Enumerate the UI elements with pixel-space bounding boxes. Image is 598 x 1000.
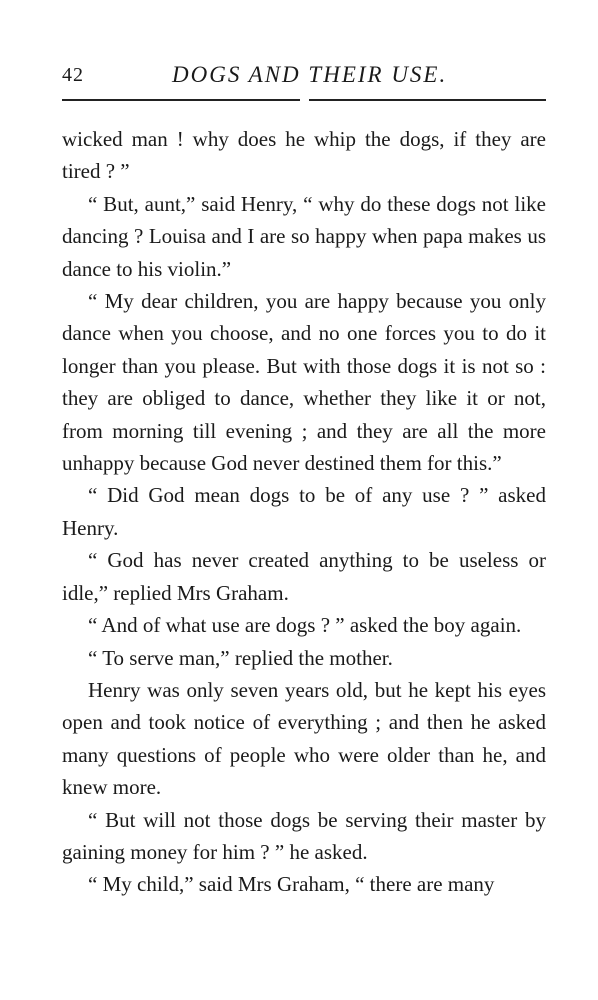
paragraph: “ But will not those dogs be serving their master by gaining money for him ? ” he asked. — [62, 807, 546, 864]
paragraph: wicked man ! why does he whip the dogs, if they are tired ? ” — [62, 127, 546, 184]
running-title: DOGS AND THEIR USE. — [172, 62, 448, 87]
paragraph: Henry was only seven years old, but he kept his eyes open and took notice of everything ; and then he asked many questions of people who were older than he, and knew more. — [62, 677, 546, 800]
body-text — [62, 123, 546, 901]
header-rule — [62, 99, 546, 101]
paragraph: “ My dear children, you are happy because you only dance when you choose, and no one forces you to do it longer than you please. But with those dogs it is not so : they are obliged to dance, whether they like it or not, from morning till evening ; and they are all the more unhappy because God never destined them for this.” — [62, 289, 546, 476]
paragraph: “ God has never created anything to be useless or idle,” replied Mrs Graham. — [62, 548, 546, 605]
paragraph: “ Did God mean dogs to be of any use ? ” asked Henry. — [62, 483, 546, 540]
paragraph: “ To serve man,” replied the mother. — [88, 645, 393, 670]
paragraph: “ My child,” said Mrs Graham, “ there are many — [88, 872, 495, 897]
page-header — [62, 62, 546, 90]
paragraph: “ But, aunt,” said Henry, “ why do these dogs not like dancing ? Louisa and I are so happy when papa makes us dance to his violin.” — [62, 191, 546, 281]
paragraph: “ And of what use are dogs ? ” asked the boy again. — [88, 613, 522, 638]
page-number: 42 — [62, 64, 84, 86]
